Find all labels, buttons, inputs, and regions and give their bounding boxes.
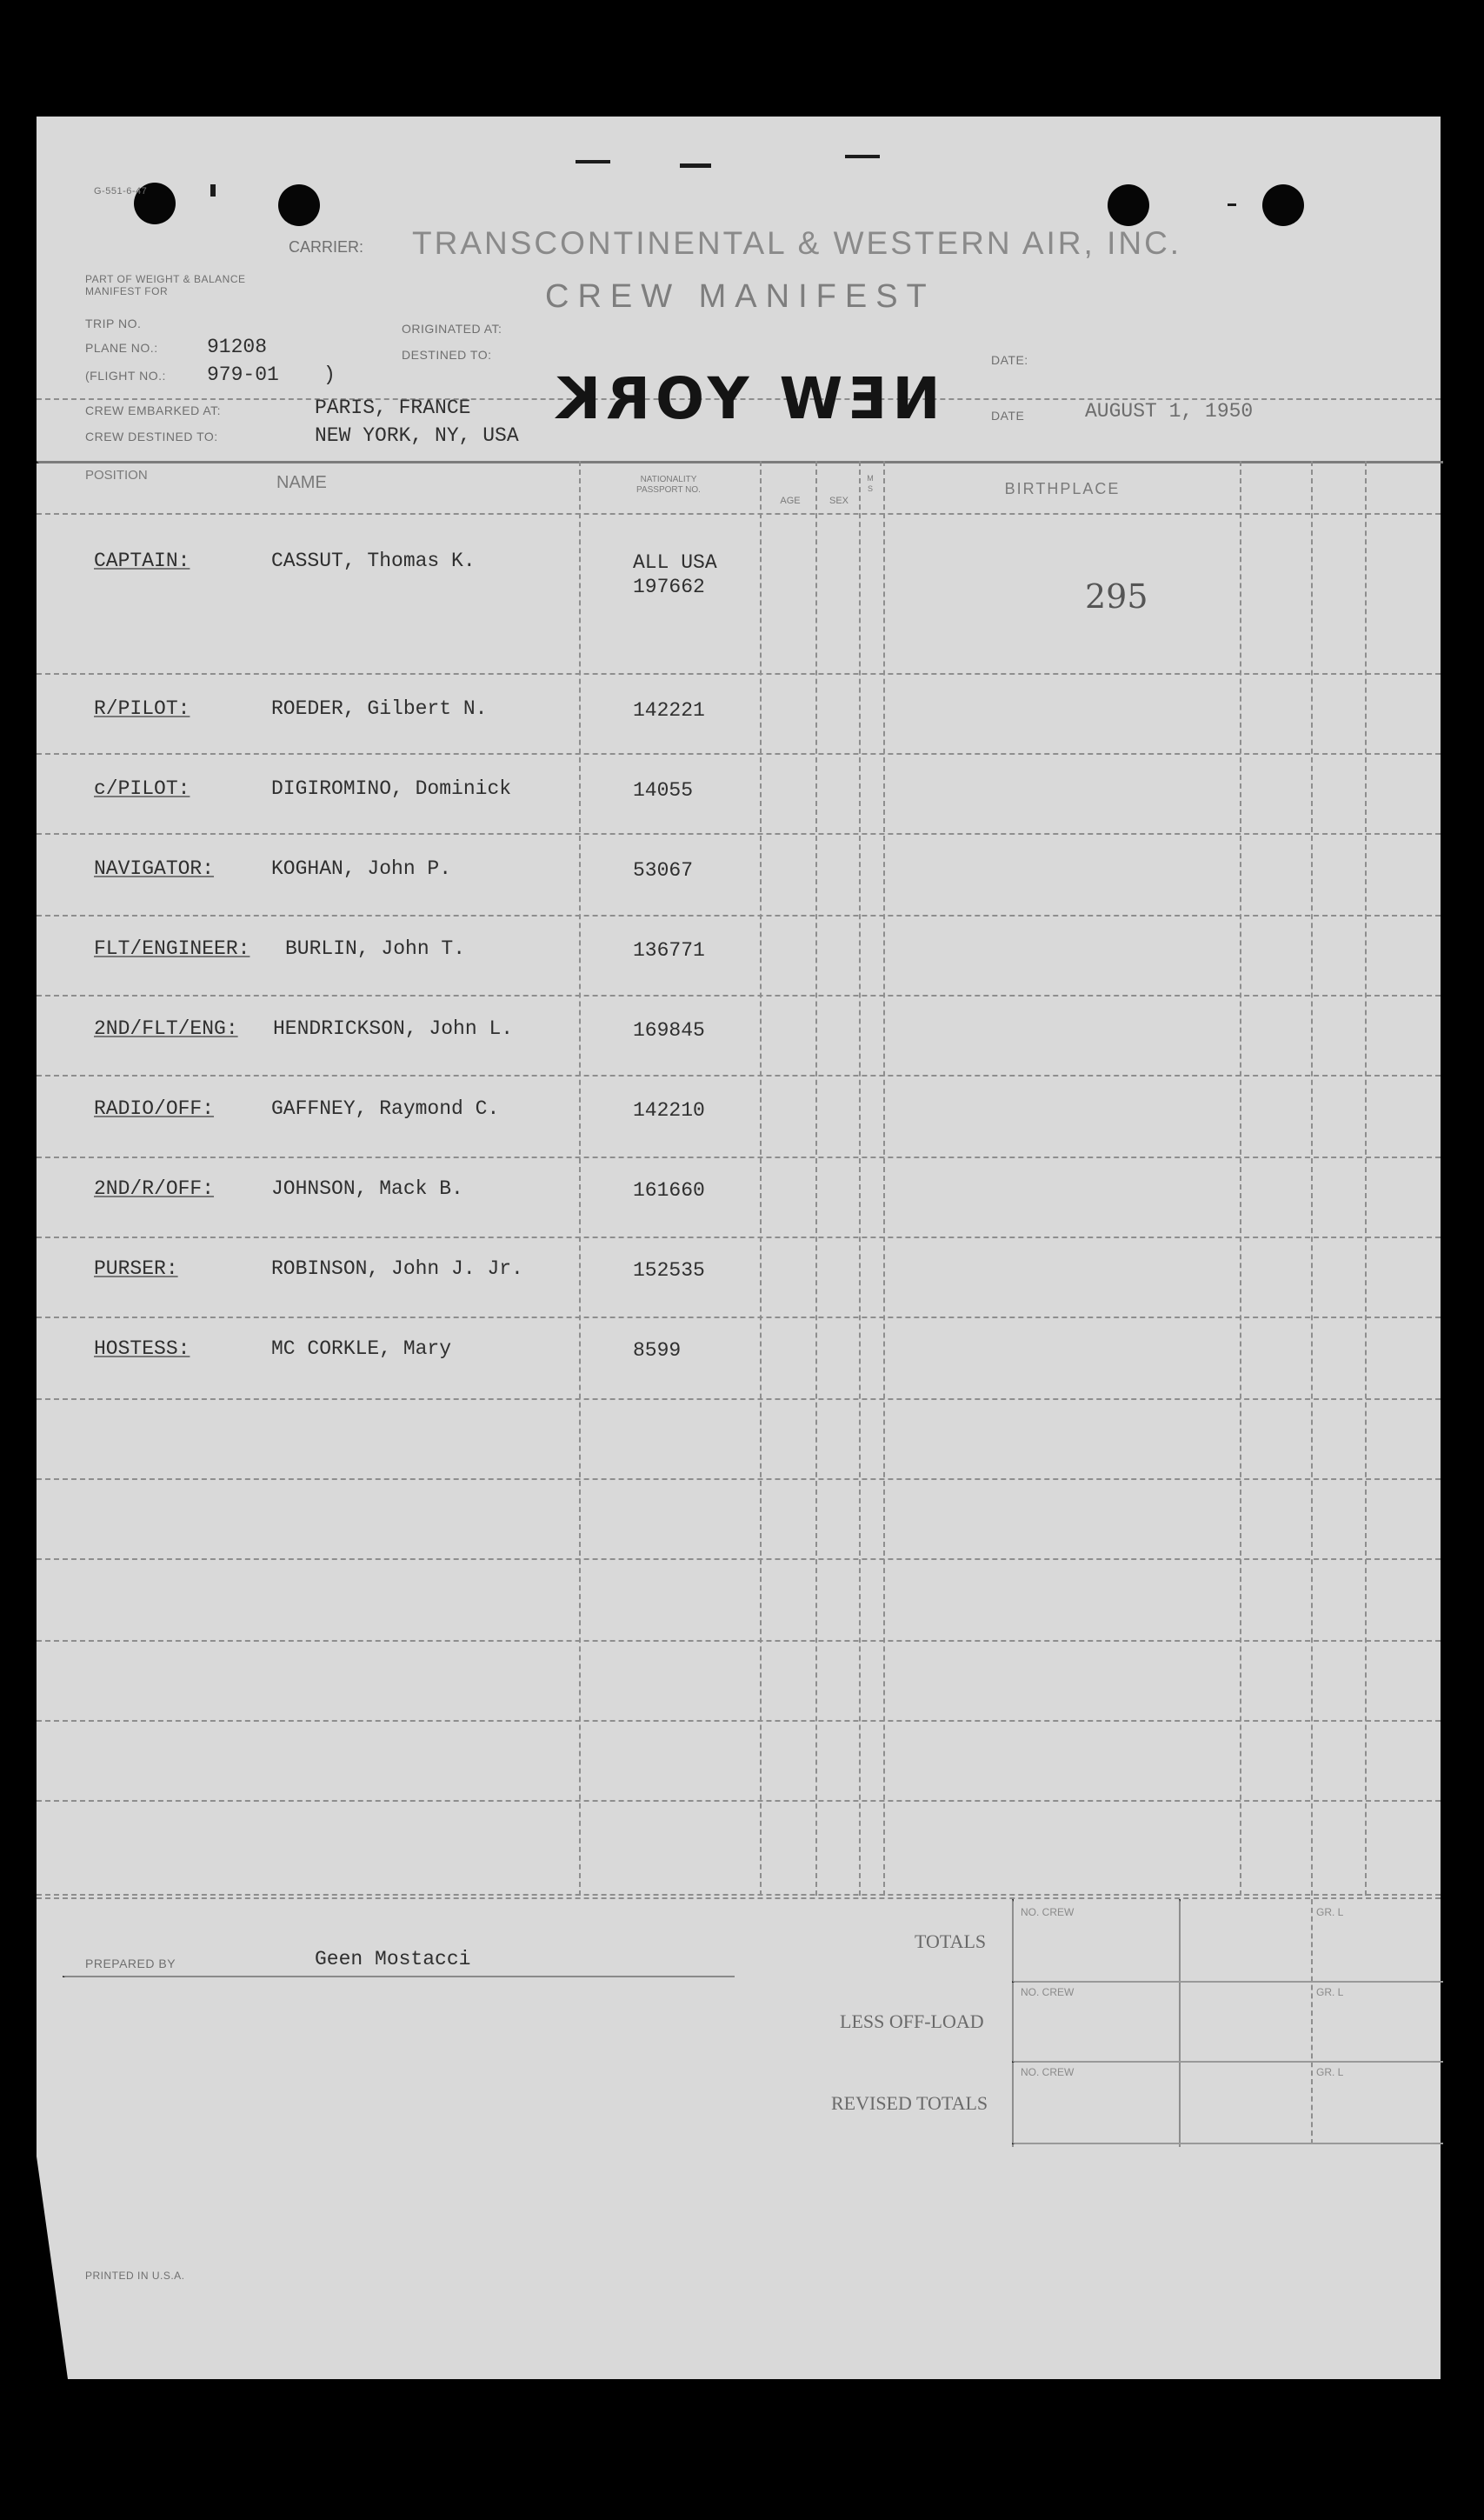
page-title: CREW MANIFEST (545, 278, 935, 315)
col-name: NAME (276, 473, 327, 492)
printed-in-label: PRINTED IN U.S.A. (85, 2270, 185, 2282)
col-ms: M S (867, 474, 874, 493)
punch-hole (1262, 184, 1304, 226)
crew-name: JOHNSON, Mack B. (271, 1177, 463, 1200)
crew-destined-label: CREW DESTINED TO: (85, 430, 218, 443)
offload-crew-label: NO. CREW (1021, 1986, 1075, 1998)
crew-position: R/PILOT: (94, 697, 190, 720)
totals-crew-label: NO. CREW (1021, 1906, 1075, 1918)
crew-position: CAPTAIN: (94, 550, 190, 572)
manifest-for-label: PART OF WEIGHT & BALANCE MANIFEST FOR (85, 273, 246, 297)
crew-nationality: ALL USA (633, 551, 717, 574)
manifest-sheet (37, 117, 1441, 2379)
crew-name: GAFFNEY, Raymond C. (271, 1097, 500, 1120)
crew-passport: 161660 (633, 1179, 705, 1202)
crew-destined-value: NEW YORK, NY, USA (315, 424, 519, 447)
carrier-label: CARRIER: (289, 238, 364, 256)
col-birthplace: BIRTHPLACE (1004, 480, 1121, 497)
col-age: AGE (780, 496, 801, 506)
crew-passport: 142221 (633, 699, 705, 722)
crew-passport: 14055 (633, 779, 694, 802)
crew-passport: 8599 (633, 1339, 682, 1362)
crew-name: BURLIN, John T. (285, 937, 466, 960)
totals-weight-label: GR. L (1316, 1906, 1344, 1918)
page-number: 295 (1085, 577, 1148, 616)
revised-crew-label: NO. CREW (1021, 2066, 1075, 2078)
originated-label: ORIGINATED AT: (402, 322, 502, 336)
crew-name: HENDRICKSON, John L. (273, 1017, 514, 1040)
col-position: POSITION (85, 468, 148, 483)
embarked-value: PARIS, FRANCE (315, 397, 471, 419)
destined-label: DESTINED TO: (402, 348, 492, 362)
col-sex: SEX (829, 496, 848, 506)
crew-position: RADIO/OFF: (94, 1097, 215, 1120)
crew-name: DIGIROMINO, Dominick (271, 777, 512, 800)
crew-position: NAVIGATOR: (94, 857, 215, 880)
carrier-name: TRANSCONTINENTAL & WESTERN AIR, INC. (412, 225, 1182, 261)
crew-passport: 197662 (633, 576, 705, 598)
crew-name: CASSUT, Thomas K. (271, 550, 476, 572)
date-value: AUGUST 1, 1950 (1085, 400, 1254, 423)
col-nationality: NATIONALITY PASSPORT NO. (636, 475, 701, 495)
crew-position: 2ND/R/OFF: (94, 1177, 215, 1200)
plane-value: 91208 (207, 336, 268, 358)
crew-passport: 142210 (633, 1099, 705, 1122)
flight-label: (FLIGHT NO.: (85, 369, 166, 383)
embarked-label: CREW EMBARKED AT: (85, 403, 222, 417)
crew-name: KOGHAN, John P. (271, 857, 452, 880)
prepared-label: PREPARED BY (85, 1957, 176, 1970)
crew-position: HOSTESS: (94, 1337, 190, 1360)
flight-close: ) (323, 363, 336, 386)
offload-label: LESS OFF-LOAD (840, 2010, 984, 2032)
revised-totals-label: REVISED TOTALS (831, 2092, 988, 2114)
punch-hole (278, 184, 320, 226)
offload-weight-label: GR. L (1316, 1986, 1344, 1998)
date-label-top: DATE: (991, 353, 1028, 367)
plane-label: PLANE NO.: (85, 341, 158, 355)
crew-passport: 53067 (633, 859, 694, 882)
crew-passport: 136771 (633, 939, 705, 962)
totals-label: TOTALS (915, 1930, 987, 1952)
form-number: G-551-6-47 (94, 186, 148, 197)
crew-name: ROEDER, Gilbert N. (271, 697, 488, 720)
trip-label: TRIP NO. (85, 317, 142, 330)
revised-weight-label: GR. L (1316, 2066, 1344, 2078)
crew-position: c/PILOT: (94, 777, 190, 800)
crew-passport: 152535 (633, 1259, 705, 1282)
date-label: DATE (991, 409, 1025, 423)
crew-position: PURSER: (94, 1257, 178, 1280)
crew-name: MC CORKLE, Mary (271, 1337, 452, 1360)
flight-value: 979-01 (207, 363, 279, 386)
punch-hole (1108, 184, 1149, 226)
prepared-value: Geen Mostacci (315, 1948, 471, 1970)
crew-name: ROBINSON, John J. Jr. (271, 1257, 523, 1280)
destination-stamp: NEW YORK (551, 365, 941, 432)
crew-passport: 169845 (633, 1019, 705, 1042)
crew-position: 2ND/FLT/ENG: (94, 1017, 238, 1040)
torn-corner (0, 2157, 122, 2383)
crew-position: FLT/ENGINEER: (94, 937, 250, 960)
